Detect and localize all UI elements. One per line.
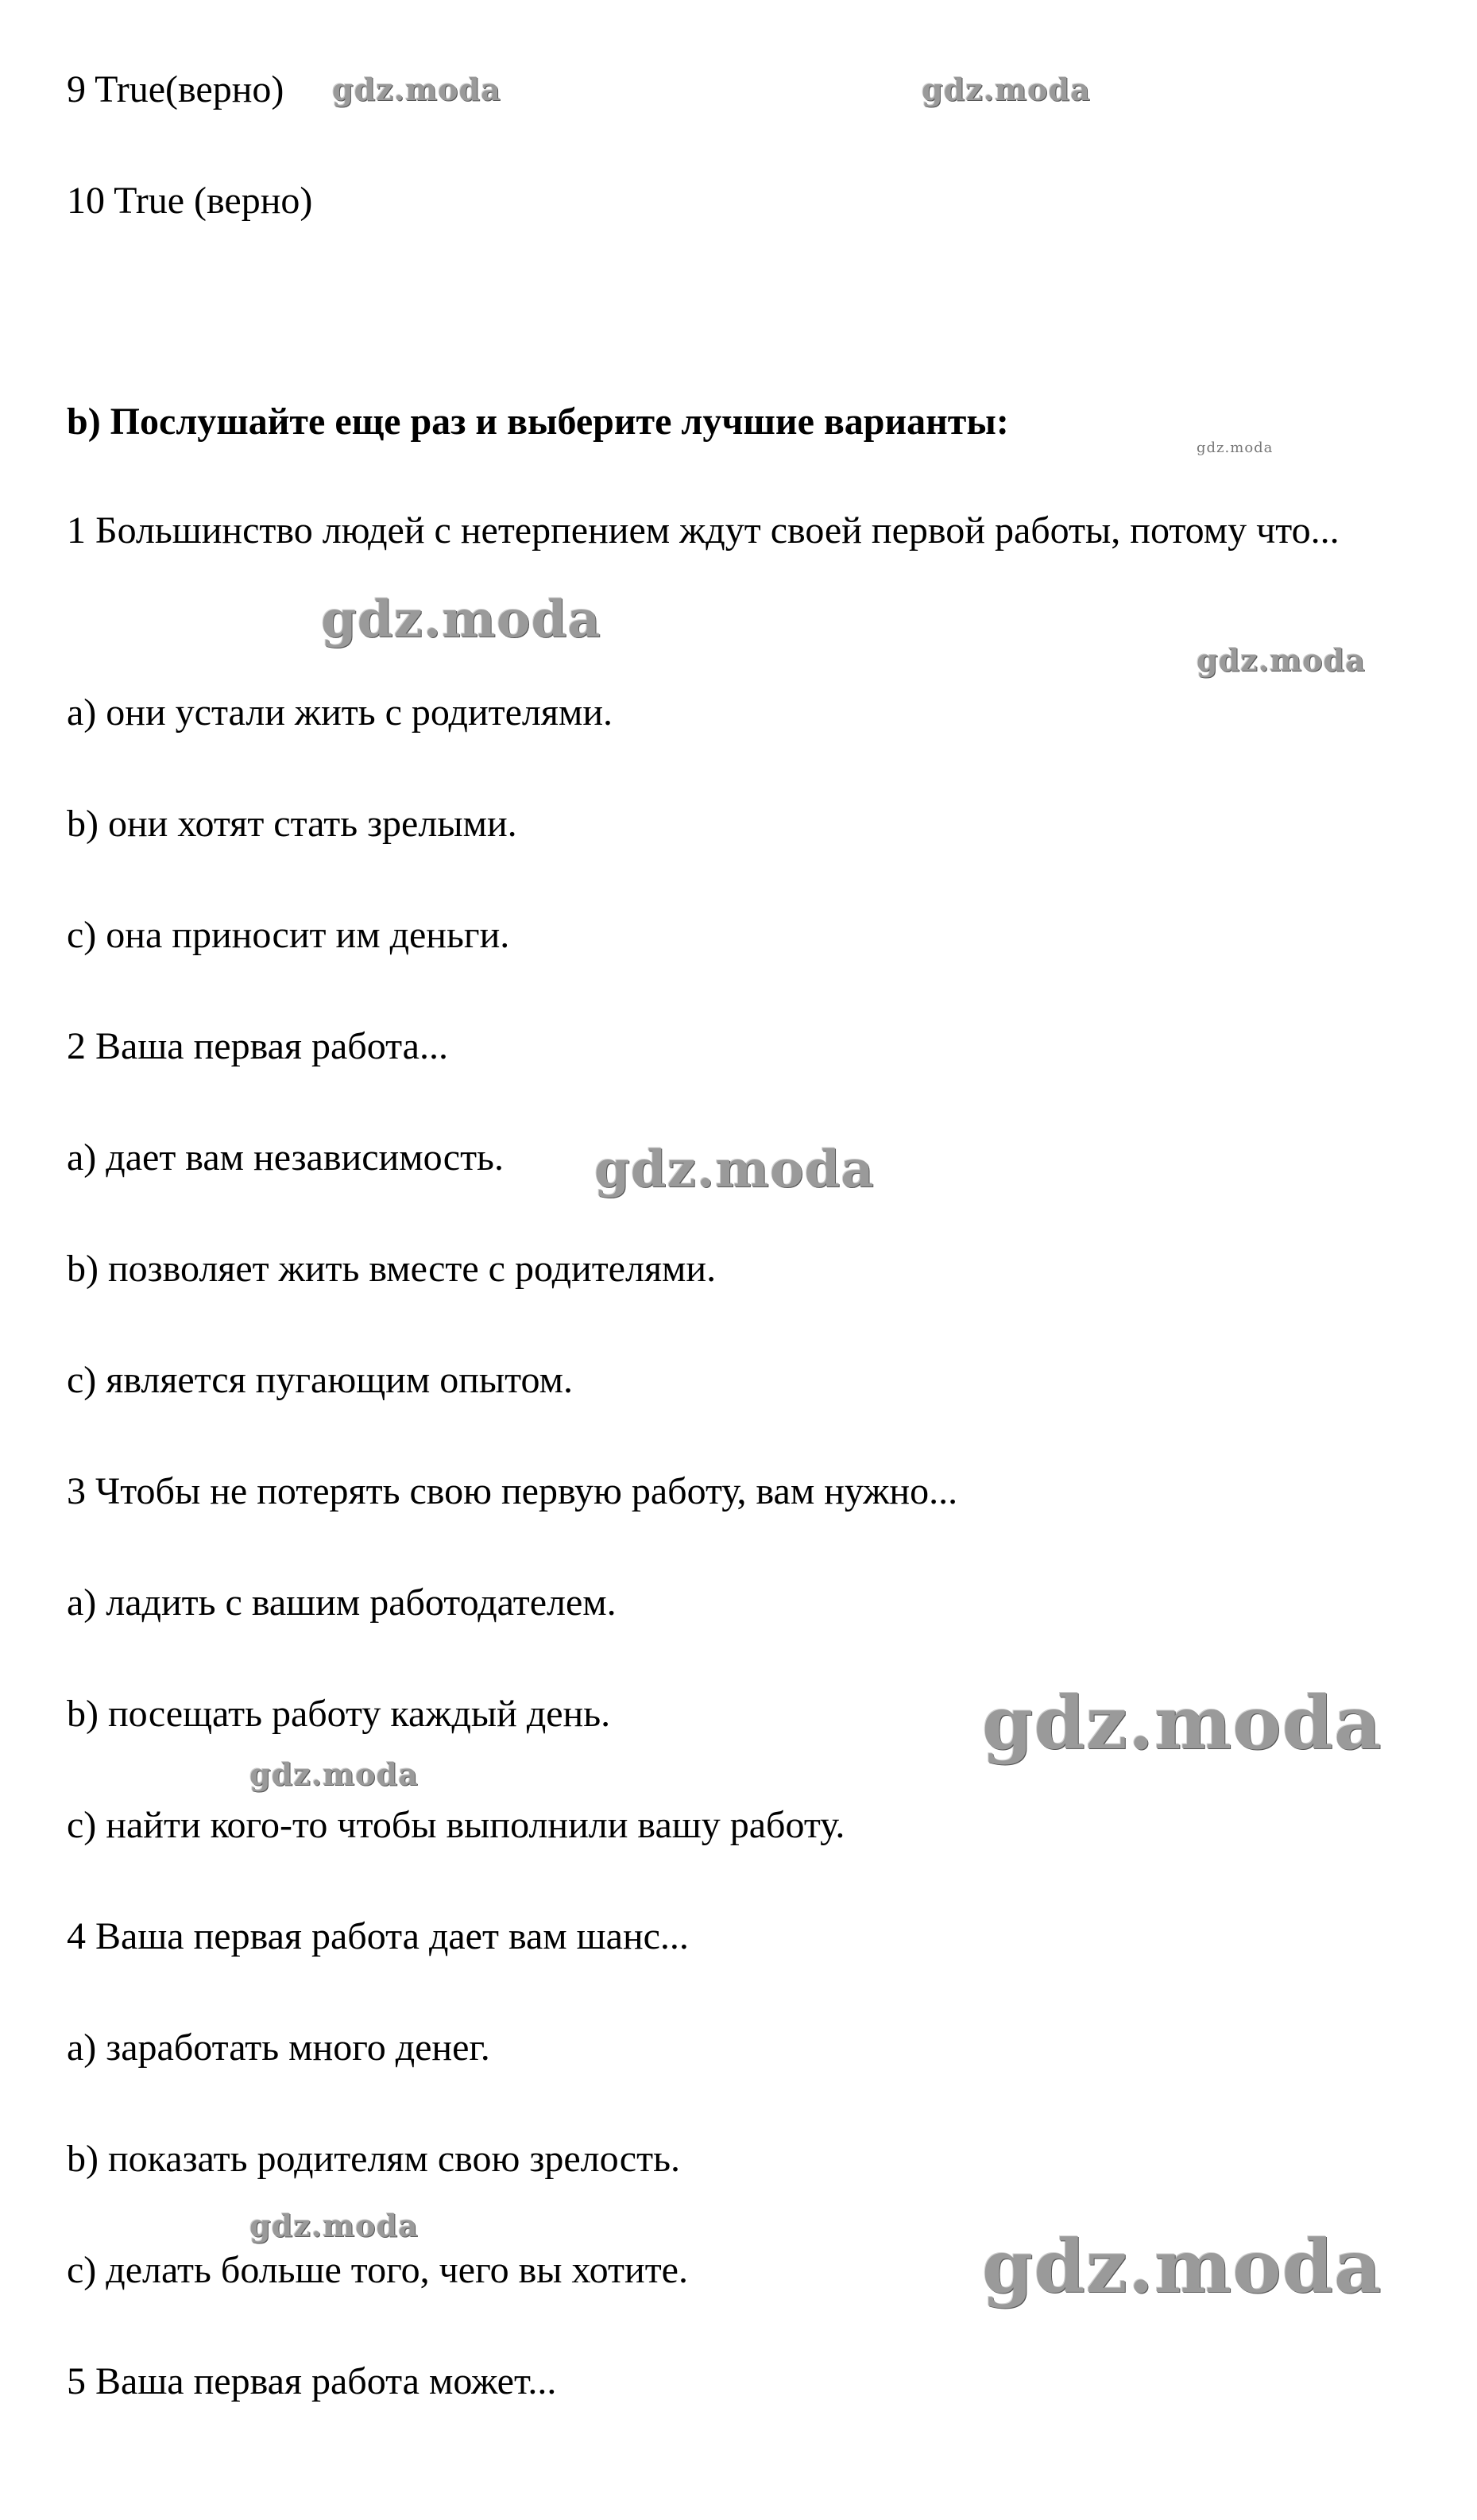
question-2-option-c: с) является пугающим опытом.: [67, 1359, 573, 1401]
watermark: gdz.moda: [249, 2208, 419, 2243]
watermark: gdz.moda: [321, 590, 601, 649]
watermark: gdz.moda: [332, 72, 501, 107]
watermark: gdz.moda: [249, 1756, 419, 1792]
section-heading: b) Послушайте еще раз и выберите лучшие варианты:: [67, 401, 1009, 443]
watermark: gdz.moda: [982, 2224, 1382, 2309]
question-3-option-a: а) ладить с вашим работодателем.: [67, 1581, 617, 1624]
question-2-option-b: b) позволяет жить вместе с родителями.: [67, 1248, 717, 1290]
question-1: 1 Большинство людей с нетерпением ждут своей первой работы, потому что...: [67, 509, 1340, 552]
watermark: gdz.moda: [922, 72, 1091, 107]
question-4-option-a: а) заработать много денег.: [67, 2026, 490, 2069]
watermark: gdz.moda: [1197, 439, 1274, 456]
question-1-option-c: с) она приносит им деньги.: [67, 914, 510, 956]
question-4: 4 Ваша первая работа дает вам шанс...: [67, 1915, 689, 1957]
question-3-option-b: b) посещать работу каждый день.: [67, 1693, 611, 1735]
answer-line-9: 9 True(верно): [67, 68, 284, 110]
question-4-option-b: b) показать родителям свою зрелость.: [67, 2138, 680, 2180]
watermark: gdz.moda: [982, 1680, 1382, 1766]
answer-line-10: 10 True (верно): [67, 180, 313, 222]
question-5: 5 Ваша первая работа может...: [67, 2360, 557, 2402]
question-4-option-c: с) делать больше того, чего вы хотите.: [67, 2249, 688, 2291]
question-3-option-c: с) найти кого-то чтобы выполнили вашу работу.: [67, 1804, 845, 1846]
watermark: gdz.moda: [594, 1140, 875, 1199]
question-3: 3 Чтобы не потерять свою первую работу, вам нужно...: [67, 1470, 958, 1512]
question-2: 2 Ваша первая работа...: [67, 1025, 448, 1067]
question-1-option-a: а) они устали жить с родителями.: [67, 691, 613, 734]
question-1-option-b: b) они хотят стать зрелыми.: [67, 803, 517, 845]
question-2-option-a: а) дает вам независимость.: [67, 1136, 504, 1179]
watermark: gdz.moda: [1197, 642, 1366, 678]
